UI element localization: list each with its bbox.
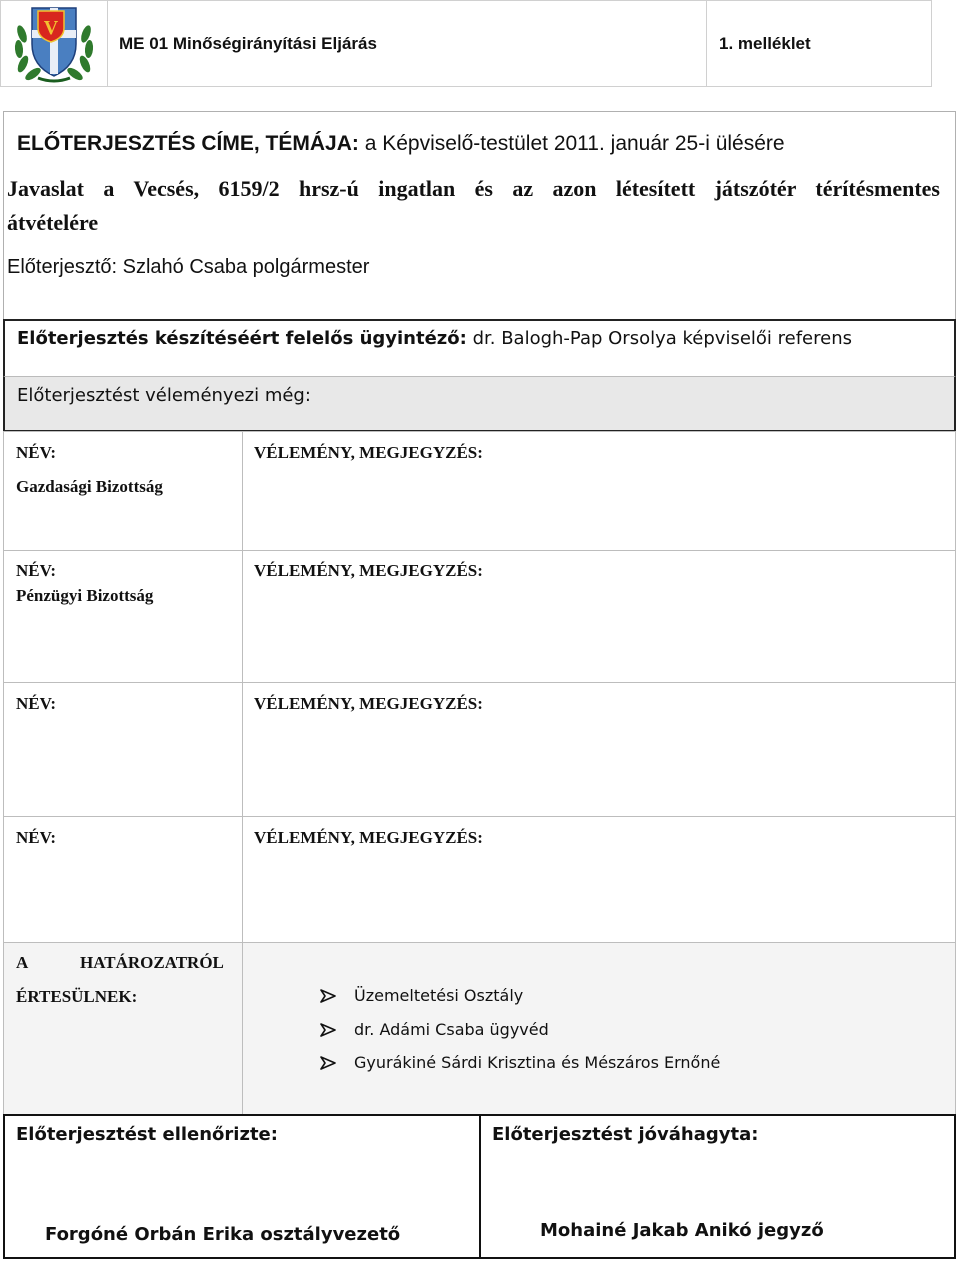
approved-by-name: Mohainé Jakab Anikó jegyző xyxy=(540,1220,824,1241)
subject-label: ELŐTERJESZTÉS CÍME, TÉMÁJA: xyxy=(17,132,359,155)
recipient-item xyxy=(320,1053,720,1072)
reviewer-opinion-label: VÉLEMÉNY, MEGJEGYZÉS: xyxy=(254,828,483,847)
responsible-label: Előterjesztés készítéséért felelős ügyintéző: xyxy=(17,328,467,349)
arrow-bullet-icon xyxy=(320,1056,336,1070)
responsible-line xyxy=(17,328,852,349)
recipient-item xyxy=(320,986,523,1005)
subject-text: a Képviselő-testület 2011. január 25-i ülésére xyxy=(364,132,785,155)
checked-by-name: Forgóné Orbán Erika osztályvezető xyxy=(45,1224,401,1245)
reviewer-name: Gazdasági Bizottság xyxy=(16,477,163,496)
header-document-title xyxy=(107,0,707,87)
reviewer-opinion-label: VÉLEMÉNY, MEGJEGYZÉS: xyxy=(254,561,483,580)
city-coat-of-arms-logo xyxy=(8,4,100,84)
checked-by-label: Előterjesztést ellenőrizte: xyxy=(16,1124,278,1145)
arrow-bullet-icon xyxy=(320,1023,336,1037)
reviewer-opinion-label: VÉLEMÉNY, MEGJEGYZÉS: xyxy=(254,694,483,713)
reviewer-name-label: NÉV: xyxy=(16,443,56,462)
notification-label-word1: A xyxy=(16,953,29,972)
reviewer-opinion-label: VÉLEMÉNY, MEGJEGYZÉS: xyxy=(254,443,483,462)
responsible-text: dr. Balogh-Pap Orsolya képviselői referens xyxy=(472,328,852,349)
recipient-text: Üzemeltetési Osztály xyxy=(354,986,524,1005)
approved-by-label: Előterjesztést jóváhagyta: xyxy=(492,1124,759,1145)
reviewers-heading: Előterjesztést véleményezi még: xyxy=(17,385,311,406)
document-title: ME 01 Minőségirányítási Eljárás xyxy=(119,33,377,53)
arrow-bullet-icon xyxy=(320,989,336,1003)
proposal-title-line1: Javaslat a Vecsés, 6159/2 hrsz-ú ingatlan és az azon létesített játszótér térítésmentes xyxy=(7,176,940,201)
header-annex xyxy=(706,0,932,87)
notification-label-word2: HATÁROZATRÓL xyxy=(80,953,224,972)
logo-cell xyxy=(0,0,108,87)
recipient-text: Gyurákiné Sárdi Krisztina és Mészáros Ernőné xyxy=(354,1053,721,1072)
logo-letter: V xyxy=(43,16,59,39)
reviewer-name: Pénzügyi Bizottság xyxy=(16,586,154,605)
proposal-title-line2: átvételére xyxy=(7,210,99,235)
reviewer-name-label: NÉV: xyxy=(16,694,56,713)
annex-label: 1. melléklet xyxy=(719,33,811,53)
notification-label-line2: ÉRTESÜLNEK: xyxy=(16,987,138,1006)
presenter: Előterjesztő: Szlahó Csaba polgármester xyxy=(7,256,370,278)
recipient-item xyxy=(320,1020,549,1039)
recipient-text: dr. Adámi Csaba ügyvéd xyxy=(354,1020,549,1039)
reviewer-name-label: NÉV: xyxy=(16,828,56,847)
reviewer-name-label: NÉV: xyxy=(16,561,56,580)
subject-line xyxy=(17,132,785,156)
